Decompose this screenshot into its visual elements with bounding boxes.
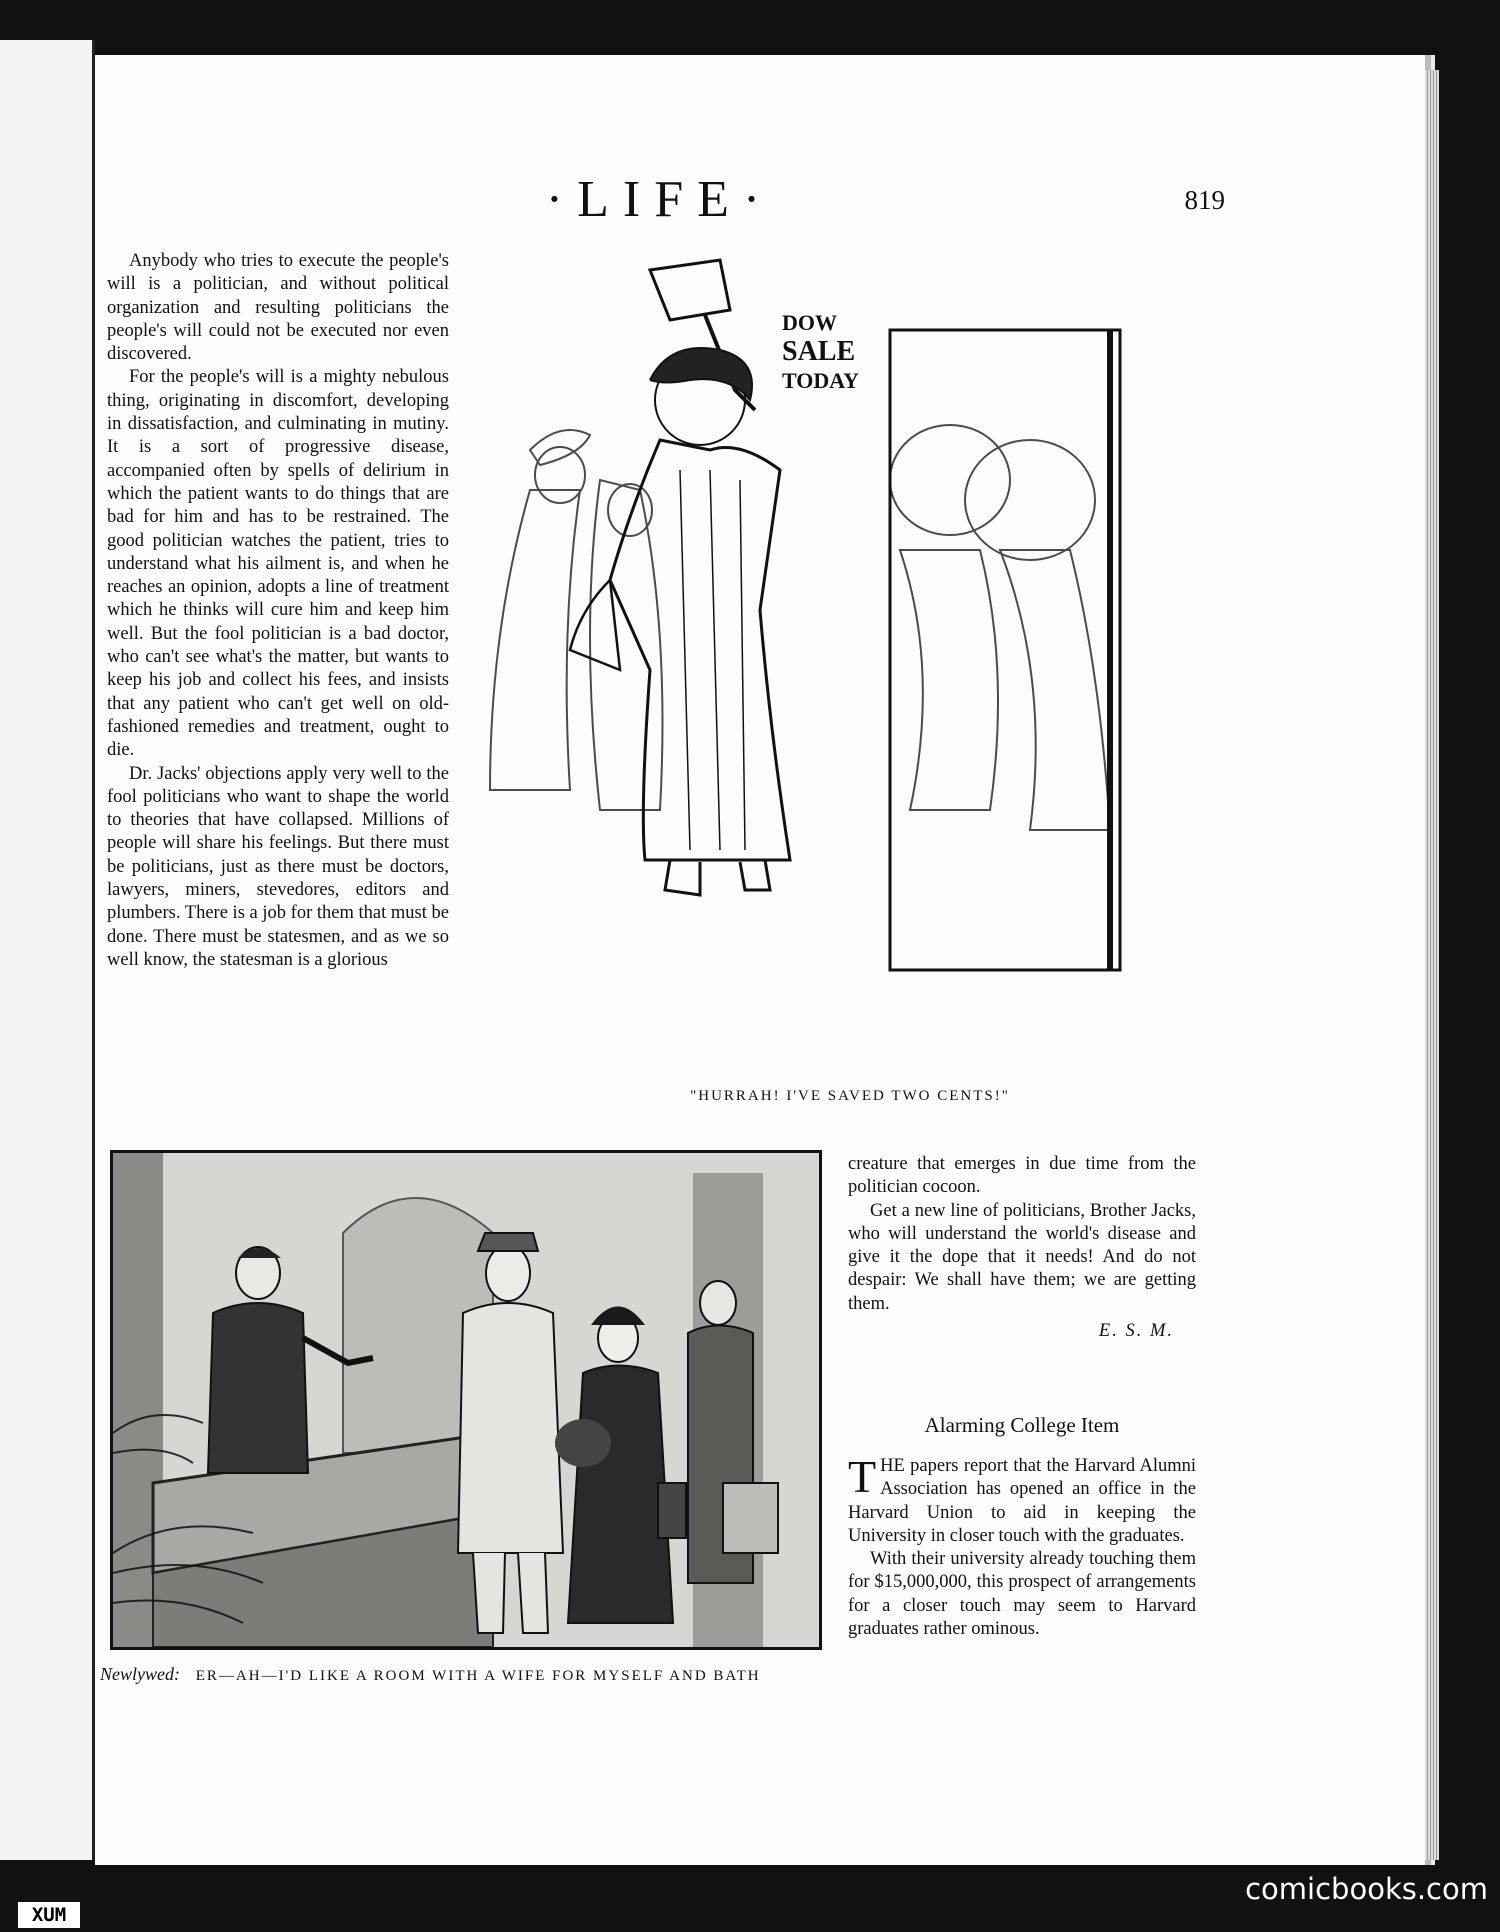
shop-sign-line: DOW	[782, 310, 837, 335]
page-number: 819	[1184, 185, 1225, 215]
woman-figure	[570, 260, 790, 895]
store-doorway	[890, 330, 1120, 970]
paragraph-text: HE papers report that the Harvard Alumni Association has opened an office in the Harvard Union to aid in keeping the University in closer touch with the graduates.	[848, 1456, 1196, 1546]
previous-page-edge	[0, 40, 95, 1860]
crowd-sketch	[490, 425, 1110, 830]
cartoon-caption: "HURRAH! I'VE SAVED TWO CENTS!"	[690, 1088, 1010, 1104]
editorial-signature: E. S. M.	[1098, 1321, 1174, 1342]
valise	[658, 1483, 686, 1538]
caption-speaker: Newlywed:	[100, 1664, 180, 1684]
shop-sign-line: TODAY	[782, 368, 860, 393]
masthead: ·LIFE·	[545, 171, 775, 228]
article-title: Alarming College Item	[924, 1413, 1120, 1437]
handbag	[570, 580, 620, 670]
site-watermark: comicbooks.com	[1245, 1872, 1488, 1906]
caption-line: ER—AH—I'D LIKE A ROOM WITH A WIFE FOR MYSELF AND BATH	[195, 1668, 761, 1684]
paragraph: With their university already touching them for $15,000,000, this prospect of arrangements for a closer touch may seem to Harvard graduates rather ominous.	[848, 1549, 1196, 1640]
shop-sign-line: SALE	[782, 336, 856, 367]
paragraph	[848, 1451, 1196, 1548]
paragraph: Get a new line of politicians, Brother Jacks, who will understand the world's disease and give it the dope that it needs! And do not despair: We shall have them; we are getting them.	[848, 1200, 1196, 1314]
hotel-cartoon-caption	[100, 1664, 825, 1685]
drop-cap: T	[848, 1451, 877, 1502]
shopper-cartoon-illustration	[470, 250, 1190, 1070]
page-stack-edge	[1425, 70, 1439, 1860]
editorial-column-2	[848, 1153, 1196, 1343]
paragraph: Anybody who tries to execute the people's will is a politician, and without political organization and resulting politicians the people's will could not be executed nor even discovered.	[107, 251, 449, 365]
raised-package	[650, 260, 730, 320]
paragraph: creature that emerges in due time from the politician cocoon.	[848, 1154, 1196, 1198]
editorial-column-1	[107, 250, 449, 972]
hotel-desk-illustration	[110, 1150, 822, 1650]
article-body	[848, 1451, 1196, 1641]
corner-label: XUM	[18, 1902, 80, 1928]
paragraph: Dr. Jacks' objections apply very well to the fool politicians who want to shape the world to theories that have collapsed. Millions of people will share his feelings. But there must be politicians, just as there must be doctors, lawyers, miners, stevedores, editors and plumbers. There is a job for them that must be done. There must be statesmen, and as we so well know, the statesman is a glorious	[107, 763, 449, 970]
suitcase	[723, 1483, 778, 1553]
paragraph: For the people's will is a mighty nebulous thing, originating in discomfort, developing in dissatisfaction, and culminating in mutiny. It is a sort of progressive disease, accompanied often by spells of delirium in which the patient wants to do things that are bad for him and has to be restrained. The good politician watches the patient, tries to understand what his ailment is, and when he reaches an opinion, adopts a line of treatment which he thinks will cure him and keep him well. But the fool politician is a bad doctor, who can't see what's the matter, but wants to keep his job and collect his fees, and insists that any patient who can't get well on old-fashioned remedies and treatment, ought to die.	[107, 367, 449, 761]
